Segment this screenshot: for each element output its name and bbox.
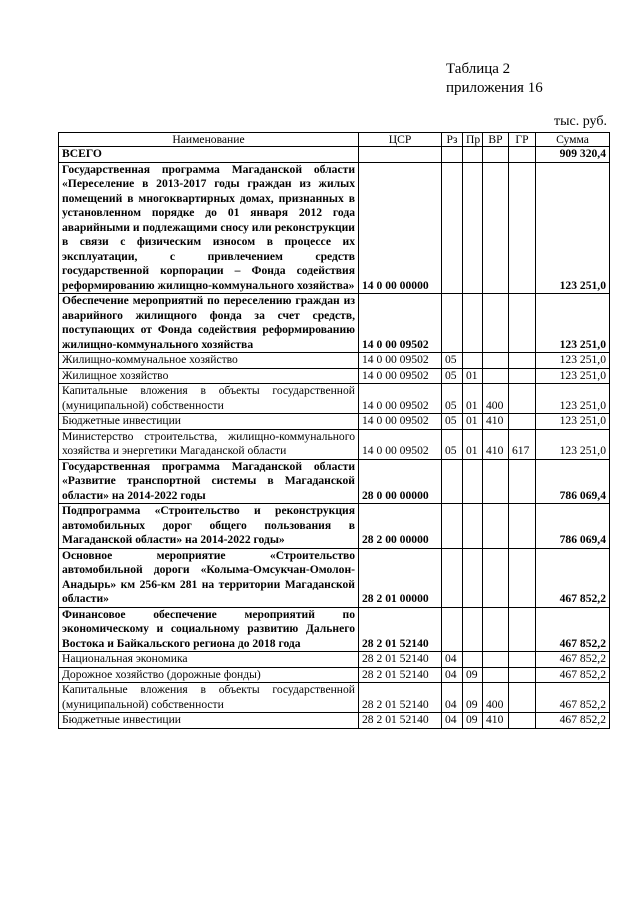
row-gr [509, 353, 536, 369]
row-gr [509, 294, 536, 353]
table-row [59, 147, 610, 163]
header-gr: ГР [509, 133, 536, 147]
header-name: Наименование [59, 133, 359, 147]
row-rz: 04 [442, 652, 463, 668]
header-vr: ВР [483, 133, 509, 147]
row-gr [509, 652, 536, 668]
row-csr: 28 2 01 52140 [359, 667, 442, 683]
table-row [59, 607, 610, 652]
row-gr [509, 607, 536, 652]
row-pr: 01 [463, 414, 483, 430]
table-caption [446, 60, 543, 98]
row-name: Министерство строительства, жилищно-коммунального хозяйства и энергетики Магаданской области [59, 429, 359, 459]
row-vr [483, 368, 509, 384]
row-pr [463, 504, 483, 549]
budget-table [58, 132, 610, 729]
row-rz: 04 [442, 667, 463, 683]
row-name: Дорожное хозяйство (дорожные фонды) [59, 667, 359, 683]
row-rz: 04 [442, 683, 463, 713]
row-vr [483, 459, 509, 504]
row-pr [463, 652, 483, 668]
row-rz [442, 147, 463, 163]
row-pr [463, 607, 483, 652]
row-rz [442, 607, 463, 652]
row-gr [509, 162, 536, 294]
row-rz [442, 548, 463, 607]
row-sum: 467 852,2 [536, 607, 610, 652]
row-sum: 123 251,0 [536, 162, 610, 294]
row-pr [463, 162, 483, 294]
appendix-number: приложения 16 [446, 80, 543, 96]
row-sum: 467 852,2 [536, 683, 610, 713]
row-rz: 04 [442, 713, 463, 729]
row-pr [463, 147, 483, 163]
row-vr [483, 162, 509, 294]
table-row [59, 667, 610, 683]
row-name: Бюджетные инвестиции [59, 414, 359, 430]
row-rz [442, 162, 463, 294]
row-vr: 400 [483, 683, 509, 713]
row-vr: 410 [483, 414, 509, 430]
row-name: Капитальные вложения в объекты государственной (муниципальной) собственности [59, 683, 359, 713]
table-row [59, 414, 610, 430]
row-gr [509, 683, 536, 713]
row-vr [483, 353, 509, 369]
row-pr [463, 353, 483, 369]
row-csr: 14 0 00 00000 [359, 162, 442, 294]
row-name: ВСЕГО [59, 147, 359, 163]
row-sum: 123 251,0 [536, 368, 610, 384]
row-pr [463, 294, 483, 353]
row-sum: 123 251,0 [536, 414, 610, 430]
row-csr: 28 2 01 52140 [359, 713, 442, 729]
row-rz [442, 504, 463, 549]
row-rz: 05 [442, 414, 463, 430]
row-gr [509, 147, 536, 163]
row-vr [483, 667, 509, 683]
row-gr [509, 713, 536, 729]
row-name: Бюджетные инвестиции [59, 713, 359, 729]
table-row [59, 294, 610, 353]
row-csr: 14 0 00 09502 [359, 353, 442, 369]
row-pr: 01 [463, 384, 483, 414]
row-csr: 14 0 00 09502 [359, 429, 442, 459]
row-name: Подпрограмма «Строительство и реконструкция автомобильных дорог общего пользования в Магаданской области» на 2014-2022 годы» [59, 504, 359, 549]
row-vr [483, 548, 509, 607]
row-gr [509, 384, 536, 414]
row-sum: 467 852,2 [536, 548, 610, 607]
row-sum: 123 251,0 [536, 429, 610, 459]
row-name: Основное мероприятие «Строительство автомобильной дороги «Колыма-Омсукчан-Омолон-Анадырь» км 256-км 281 на территории Магаданской области» [59, 548, 359, 607]
table-row [59, 504, 610, 549]
row-vr: 410 [483, 713, 509, 729]
row-csr: 28 2 01 00000 [359, 548, 442, 607]
row-name: Государственная программа Магаданской области «Переселение в 2013-2017 годы граждан из жилых помещений в многоквартирных домах, признанных в установленном порядке до 01 января 2012 года аварийными и подлежащими сносу или реконструкции в связи с физическим износом в процессе их эксплуатации, с привлечением средств государственной корпорации – Фонда содействия реформированию жилищно-коммунального хозяйства» [59, 162, 359, 294]
header-csr: ЦСР [359, 133, 442, 147]
row-gr [509, 368, 536, 384]
row-sum: 786 069,4 [536, 504, 610, 549]
row-name: Капитальные вложения в объекты государственной (муниципальной) собственности [59, 384, 359, 414]
row-sum: 467 852,2 [536, 652, 610, 668]
row-rz: 05 [442, 368, 463, 384]
table-row [59, 384, 610, 414]
table-row [59, 429, 610, 459]
row-csr: 28 2 01 52140 [359, 652, 442, 668]
row-csr: 28 2 00 00000 [359, 504, 442, 549]
table-row [59, 368, 610, 384]
row-gr [509, 459, 536, 504]
row-vr [483, 504, 509, 549]
row-vr: 400 [483, 384, 509, 414]
row-rz [442, 294, 463, 353]
row-name: Обеспечение мероприятий по переселению граждан из аварийного жилищного фонда за счет средств, поступающих от Фонда содействия реформированию жилищно-коммунального хозяйства [59, 294, 359, 353]
row-csr: 14 0 00 09502 [359, 414, 442, 430]
table-row [59, 683, 610, 713]
table-row [59, 459, 610, 504]
row-csr: 28 2 01 52140 [359, 607, 442, 652]
row-name: Жилищно-коммунальное хозяйство [59, 353, 359, 369]
row-csr: 28 2 01 52140 [359, 683, 442, 713]
units-label: тыс. руб. [554, 114, 607, 129]
row-pr [463, 548, 483, 607]
row-pr: 09 [463, 667, 483, 683]
table-row [59, 652, 610, 668]
row-csr: 14 0 00 09502 [359, 368, 442, 384]
row-pr: 01 [463, 429, 483, 459]
table-number: Таблица 2 [446, 61, 511, 77]
table-row [59, 162, 610, 294]
row-sum: 467 852,2 [536, 667, 610, 683]
row-gr [509, 504, 536, 549]
row-sum: 786 069,4 [536, 459, 610, 504]
row-pr: 09 [463, 713, 483, 729]
row-sum: 467 852,2 [536, 713, 610, 729]
row-sum: 909 320,4 [536, 147, 610, 163]
row-pr: 09 [463, 683, 483, 713]
row-pr: 01 [463, 368, 483, 384]
row-gr [509, 548, 536, 607]
row-rz [442, 459, 463, 504]
row-csr: 14 0 00 09502 [359, 384, 442, 414]
row-rz: 05 [442, 384, 463, 414]
row-name: Национальная экономика [59, 652, 359, 668]
header-rz: Рз [442, 133, 463, 147]
row-gr [509, 667, 536, 683]
row-vr [483, 607, 509, 652]
row-csr: 14 0 00 09502 [359, 294, 442, 353]
table-header-row [59, 133, 610, 147]
row-name: Государственная программа Магаданской области «Развитие транспортной системы в Магаданской области» на 2014-2022 годы [59, 459, 359, 504]
row-pr [463, 459, 483, 504]
row-csr: 28 0 00 00000 [359, 459, 442, 504]
row-gr: 617 [509, 429, 536, 459]
table-row [59, 548, 610, 607]
row-gr [509, 414, 536, 430]
row-sum: 123 251,0 [536, 353, 610, 369]
row-csr [359, 147, 442, 163]
row-vr: 410 [483, 429, 509, 459]
row-vr [483, 652, 509, 668]
row-vr [483, 294, 509, 353]
row-sum: 123 251,0 [536, 294, 610, 353]
header-pr: Пр [463, 133, 483, 147]
row-name: Финансовое обеспечение мероприятий по экономическому и социальному развитию Дальнего Востока и Байкальского региона до 2018 года [59, 607, 359, 652]
row-rz: 05 [442, 429, 463, 459]
row-sum: 123 251,0 [536, 384, 610, 414]
row-rz: 05 [442, 353, 463, 369]
table-row [59, 713, 610, 729]
row-vr [483, 147, 509, 163]
header-sum: Сумма [536, 133, 610, 147]
table-row [59, 353, 610, 369]
row-name: Жилищное хозяйство [59, 368, 359, 384]
